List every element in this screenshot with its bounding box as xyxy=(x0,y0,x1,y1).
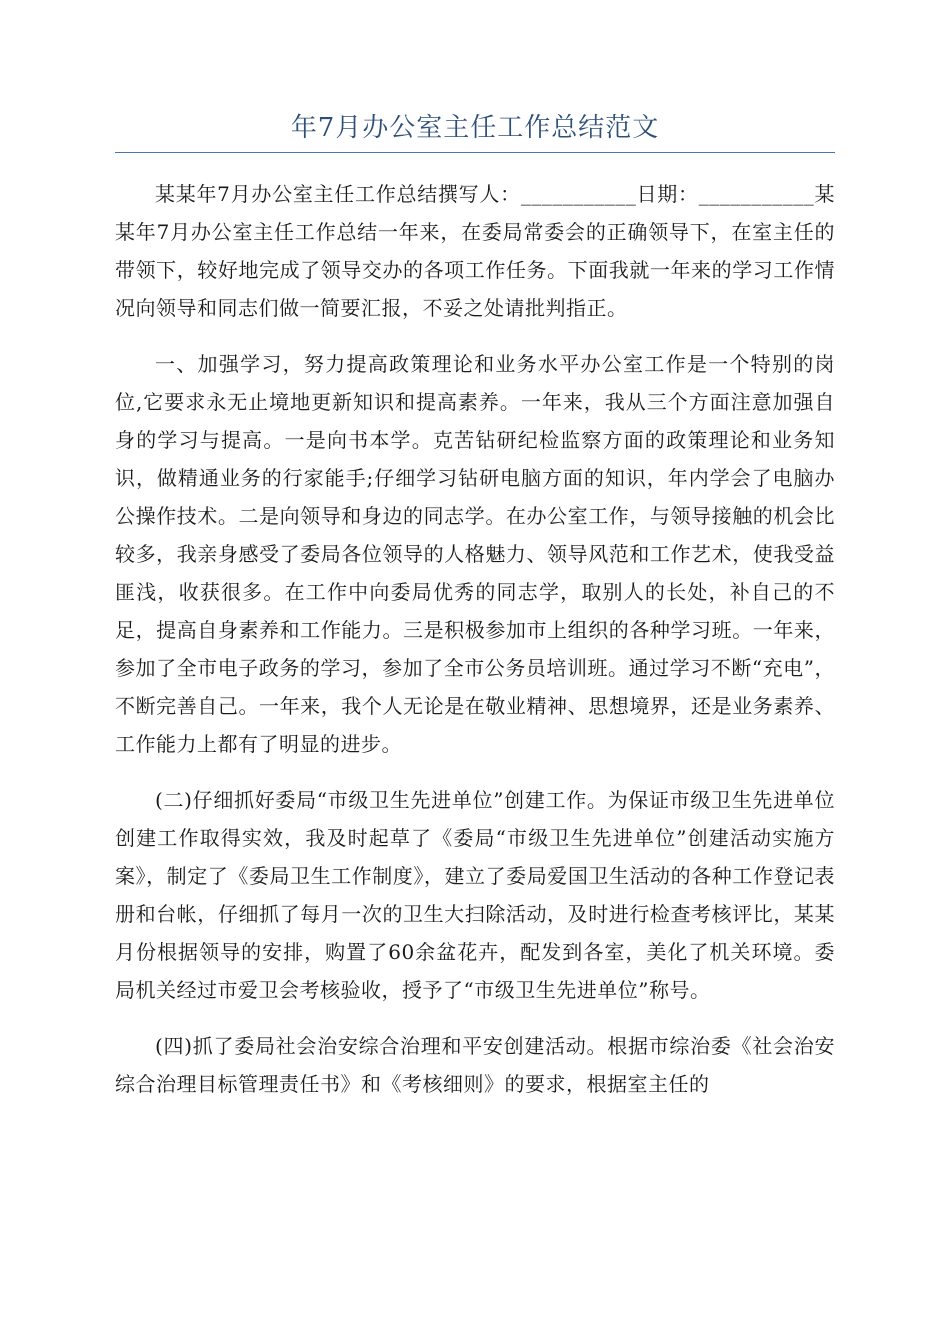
paragraph-intro: 某某年7月办公室主任工作总结撰写人：___________日期：___________某某年7月办公室主任工作总结一年来，在委局常委会的正确领导下，在室主任的带领下，较好地完成了领导交办的各项工作任务。下面我就一年来的学习工作情况向领导和同志们做一简要汇报，不妥之处请批判指正。 xyxy=(115,182,835,320)
paragraph-security: (四)抓了委局社会治安综合治理和平安创建活动。根据市综治委《社会治安综合治理目标管理责任书》和《考核细则》的要求，根据室主任的 xyxy=(115,1034,835,1096)
paragraph-sanitation: (二)仔细抓好委局“市级卫生先进单位”创建工作。为保证市级卫生先进单位创建工作取得实效，我及时起草了《委局“市级卫生先进单位”创建活动实施方案》，制定了《委局卫生工作制度》，建立了委局爱国卫生活动的各种工作登记表册和台帐，仔细抓了每月一次的卫生大扫除活动，及时进行检查考核评比，某某月份根据领导的安排，购置了60余盆花卉，配发到各室，美化了机关环境。委局机关经过市爱卫会考核验收，授予了“市级卫生先进单位”称号。 xyxy=(115,788,835,1002)
document-title: 年7月办公室主任工作总结范文 xyxy=(290,113,660,143)
document-body xyxy=(115,175,835,1121)
title-underline xyxy=(115,152,835,153)
paragraph-study: 一、加强学习，努力提高政策理论和业务水平办公室工作是一个特别的岗位,它要求永无止境地更新知识和提高素养。一年来，我从三个方面注意加强自身的学习与提高。一是向书本学。克苦钻研纪检监察方面的政策理论和业务知识，做精通业务的行家能手;仔细学习钻研电脑方面的知识，年内学会了电脑办公操作技术。二是向领导和身边的同志学。在办公室工作，与领导接触的机会比较多，我亲身感受了委局各位领导的人格魅力、领导风范和工作艺术，使我受益匪浅，收获很多。在工作中向委局优秀的同志学，取别人的长处，补自己的不足，提高自身素养和工作能力。三是积极参加市上组织的各种学习班。一年来，参加了全市电子政务的学习，参加了全市公务员培训班。通过学习不断“充电”，不断完善自己。一年来，我个人无论是在敬业精神、思想境界，还是业务素养、工作能力上都有了明显的进步。 xyxy=(115,352,835,756)
